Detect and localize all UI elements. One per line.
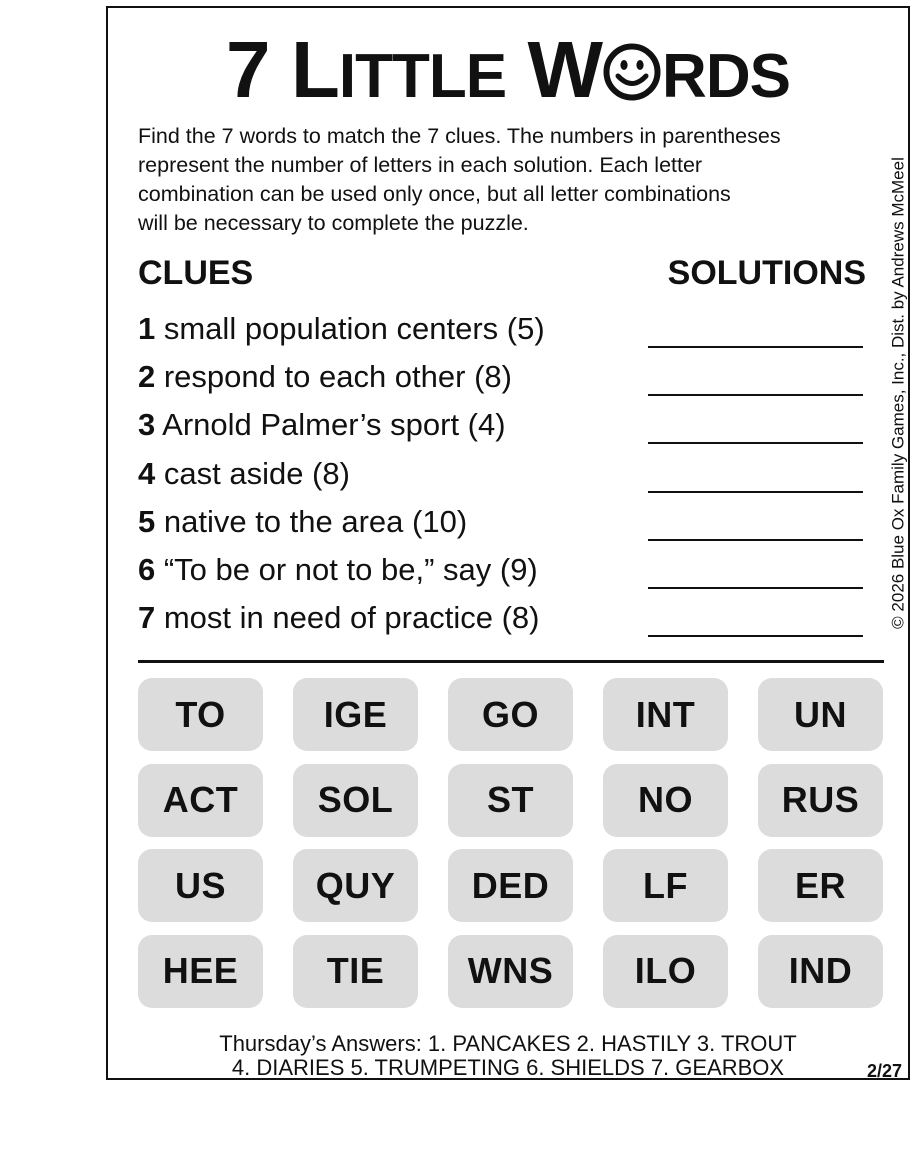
letter-tile[interactable]: ILO bbox=[603, 935, 728, 1008]
solutions-header: SOLUTIONS bbox=[667, 254, 866, 292]
letter-tile[interactable]: LF bbox=[603, 849, 728, 922]
clues-header: CLUES bbox=[138, 254, 254, 292]
clue-text: cast aside (8) bbox=[155, 455, 350, 491]
clue-number: 5 bbox=[138, 503, 156, 539]
letter-tile[interactable]: IGE bbox=[293, 678, 418, 751]
letter-tile[interactable]: NO bbox=[603, 764, 728, 837]
clue-row bbox=[138, 501, 868, 549]
letter-tile[interactable]: WNS bbox=[448, 935, 573, 1008]
instructions-line: combination can be used only once, but all letter combinations bbox=[138, 182, 731, 206]
clue-number: 1 bbox=[138, 311, 156, 346]
clue-row bbox=[138, 549, 868, 597]
letter-tile[interactable]: HEE bbox=[138, 935, 263, 1008]
letter-tile[interactable]: GO bbox=[448, 678, 573, 751]
previous-answers-line: 4. DIARIES 5. TRUMPETING 6. SHIELDS 7. GEARBOX bbox=[231, 1055, 785, 1080]
instructions bbox=[138, 122, 888, 238]
smiley-face-icon bbox=[603, 43, 661, 105]
solution-blank[interactable] bbox=[648, 635, 863, 637]
solution-blank[interactable] bbox=[648, 491, 863, 493]
clue-number: 4 bbox=[138, 455, 156, 491]
clue-number: 7 bbox=[138, 600, 156, 636]
puzzle-frame bbox=[106, 6, 910, 1080]
letter-tile[interactable]: IND bbox=[758, 935, 883, 1008]
previous-answers bbox=[108, 1032, 908, 1080]
letter-tile[interactable]: ACT bbox=[138, 764, 263, 837]
clue-list bbox=[138, 308, 868, 645]
puzzle-title bbox=[108, 25, 908, 114]
title-number: 7 bbox=[226, 25, 270, 114]
clue-text: native to the area (10) bbox=[155, 503, 468, 539]
letter-tile[interactable]: ST bbox=[448, 764, 573, 837]
letter-tile[interactable]: DED bbox=[448, 849, 573, 922]
puzzle-date: 2/27 bbox=[866, 1061, 902, 1081]
title-little-rest: ITTLE bbox=[338, 42, 507, 111]
clue-text: Arnold Palmer’s sport (4) bbox=[155, 407, 506, 443]
letter-tile[interactable]: RUS bbox=[758, 764, 883, 837]
clue-row bbox=[138, 597, 868, 645]
clue-text: “To be or not to be,” say (9) bbox=[155, 551, 538, 587]
clue-row bbox=[138, 308, 868, 356]
clue-row bbox=[138, 356, 868, 404]
divider bbox=[138, 660, 884, 663]
clue-text: small population centers (5) bbox=[155, 311, 545, 346]
clue-text: most in need of practice (8) bbox=[155, 600, 540, 636]
previous-answers-line: Thursday’s Answers: 1. PANCAKES 2. HASTILY 3. TROUT bbox=[219, 1031, 797, 1056]
clue-number: 6 bbox=[138, 551, 156, 587]
clue-text: respond to each other (8) bbox=[155, 359, 512, 395]
instructions-line: represent the number of letters in each solution. Each letter bbox=[138, 153, 703, 177]
title-words-rest: RDS bbox=[662, 42, 790, 111]
letter-tile[interactable]: QUY bbox=[293, 849, 418, 922]
clue-row bbox=[138, 404, 868, 452]
letter-tile-grid bbox=[138, 678, 884, 1008]
solution-blank[interactable] bbox=[648, 346, 863, 348]
solution-blank[interactable] bbox=[648, 587, 863, 589]
letter-tile[interactable]: TO bbox=[138, 678, 263, 751]
letter-tile[interactable]: US bbox=[138, 849, 263, 922]
instructions-line: will be necessary to complete the puzzle. bbox=[138, 211, 529, 235]
copyright-notice bbox=[883, 128, 913, 658]
clue-number: 2 bbox=[138, 359, 156, 395]
title-words-initial: W bbox=[527, 25, 603, 114]
clue-row bbox=[138, 453, 868, 501]
solution-blank[interactable] bbox=[648, 539, 863, 541]
letter-tile[interactable]: TIE bbox=[293, 935, 418, 1008]
letter-tile[interactable]: SOL bbox=[293, 764, 418, 837]
title-little-initial: L bbox=[291, 25, 339, 114]
copyright-text: © 2026 Blue Ox Family Games, Inc., Dist. by Andrews McMeel bbox=[888, 157, 908, 629]
letter-tile[interactable]: UN bbox=[758, 678, 883, 751]
clue-number: 3 bbox=[138, 407, 156, 443]
solution-blank[interactable] bbox=[648, 394, 863, 396]
solution-blank[interactable] bbox=[648, 442, 863, 444]
instructions-line: Find the 7 words to match the 7 clues. The numbers in parentheses bbox=[138, 124, 781, 148]
letter-tile[interactable]: INT bbox=[603, 678, 728, 751]
letter-tile[interactable]: ER bbox=[758, 849, 883, 922]
